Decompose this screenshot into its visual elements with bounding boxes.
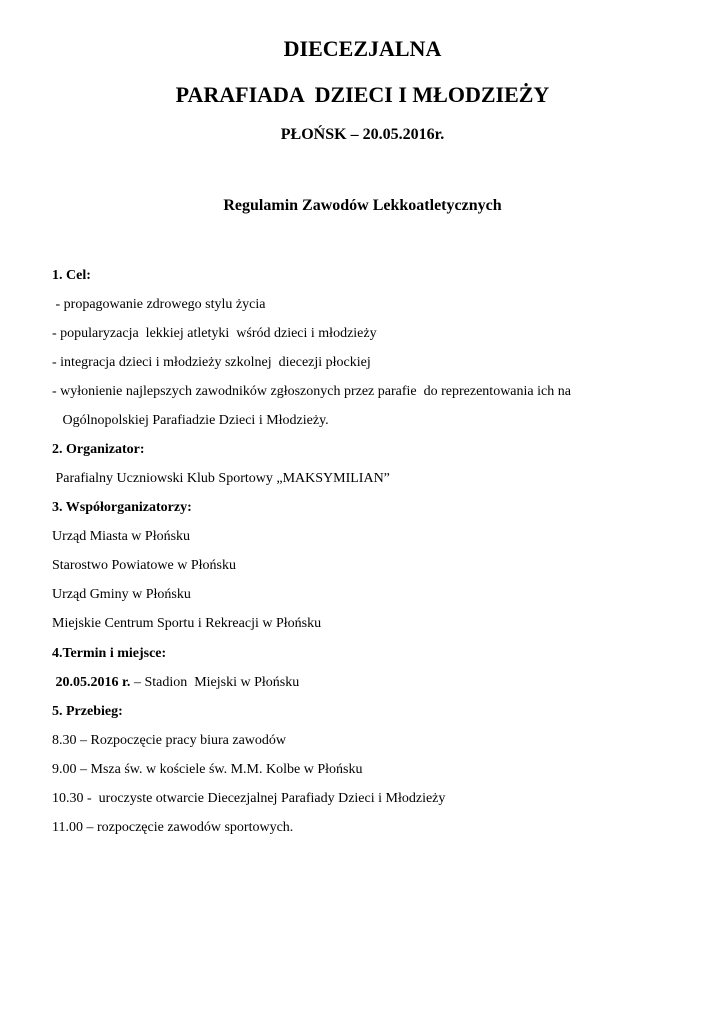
- document-subtitle: Regulamin Zawodów Lekkoatletycznych: [223, 197, 502, 214]
- termin-place: – Stadion Miejski w Płońsku: [130, 675, 300, 690]
- list-item: - popularyzacja lekkiej atletyki wśród dzieci i młodzieży: [52, 326, 377, 341]
- list-item: 8.30 – Rozpoczęcie pracy biura zawodów: [52, 733, 287, 748]
- title-line-2: PARAFIADA DZIECI I MŁODZIEŻY: [175, 82, 550, 107]
- list-item: - integracja dzieci i młodzieży szkolnej diecezji płockiej: [52, 355, 371, 370]
- list-item: Starostwo Powiatowe w Płońsku: [52, 558, 236, 573]
- section-heading-przebieg: 5. Przebieg:: [52, 704, 123, 719]
- list-item: - propagowanie zdrowego stylu życia: [52, 297, 266, 312]
- list-item: Parafialny Uczniowski Klub Sportowy „MAKSYMILIAN”: [52, 471, 390, 486]
- list-item: 10.30 - uroczyste otwarcie Diecezjalnej Parafiady Dzieci i Młodzieży: [52, 791, 446, 806]
- section-heading-cel: 1. Cel:: [52, 268, 91, 283]
- section-heading-termin: 4.Termin i miejsce:: [52, 646, 167, 661]
- list-item: Miejskie Centrum Sportu i Rekreacji w Płońsku: [52, 616, 322, 631]
- list-item: Ogólnopolskiej Parafiadzie Dzieci i Młodzieży.: [52, 413, 329, 428]
- list-item: - wyłonienie najlepszych zawodników zgłoszonych przez parafie do reprezentowania ich na: [52, 384, 571, 399]
- title-line-1: DIECEZJALNA: [283, 36, 442, 61]
- list-item: 11.00 – rozpoczęcie zawodów sportowych.: [52, 820, 294, 835]
- termin-date: 20.05.2016 r.: [52, 675, 131, 690]
- section-heading-organizator: 2. Organizator:: [52, 442, 145, 457]
- title-date-line: PŁOŃSK – 20.05.2016r.: [280, 126, 445, 143]
- list-item: Urząd Gminy w Płońsku: [52, 587, 191, 602]
- list-item: 9.00 – Msza św. w kościele św. M.M. Kolbe w Płońsku: [52, 762, 363, 777]
- termin-line: [52, 674, 299, 692]
- list-item: Urząd Miasta w Płońsku: [52, 529, 191, 544]
- section-heading-wspolorganizatorzy: 3. Współorganizatorzy:: [52, 500, 192, 515]
